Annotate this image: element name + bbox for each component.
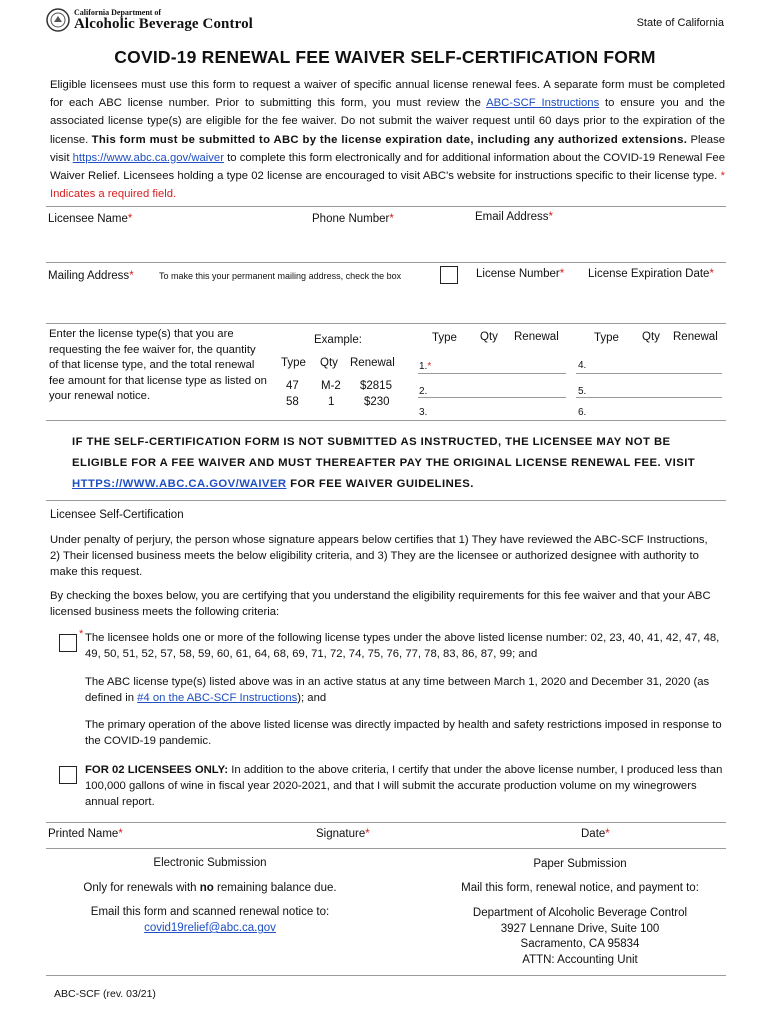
divider (46, 323, 726, 324)
mailing-address-block (420, 906, 740, 968)
example-type-1: 47 (286, 380, 299, 392)
divider (46, 420, 726, 421)
date-label: Date* (581, 828, 610, 840)
electronic-submission-heading: Electronic Submission (153, 857, 267, 869)
license-number-field[interactable] (473, 286, 583, 318)
mailing-address-field[interactable] (46, 286, 466, 318)
paper-instructions: Mail this form, renewal notice, and payment to: (461, 882, 699, 894)
criterion-covid-impact: The primary operation of the above listed license was directly impacted by health and safety restrictions imposed in response to the COVID-19 pandemic. (85, 719, 722, 748)
address-line: Department of Alcoholic Beverage Control (472, 907, 688, 919)
state-seal-icon (46, 8, 70, 32)
address-line: ATTN: Accounting Unit (522, 953, 638, 966)
row-number-3: 3. (419, 407, 428, 418)
license-row-2[interactable] (418, 397, 566, 398)
col-type-left: Type (432, 332, 457, 344)
col-qty-left: Qty (480, 331, 498, 343)
required-asterisk: * (79, 628, 84, 640)
divider (46, 500, 726, 501)
criterion-license-types: The licensee holds one or more of the following license types under the above listed license number: 02, 23, 40, 41, 42, 47, 48, 49, 50, 51, 52, 57, 58, 59, 60, 61, 64, 68, 69, 71, 72, 74, 75, 76, 77, 78, 83, 86, 87, 99; and (85, 632, 720, 661)
electronic-balance-note: Only for renewals with no remaining balance due. (83, 882, 337, 894)
certification-paragraph-2: By checking the boxes below, you are certifying that you understand the eligibility requirements for this fee waiver and that your ABC licensed business meets the following criteria: (50, 590, 711, 619)
col-type-right: Type (594, 332, 619, 344)
example-label: Example: (314, 334, 362, 346)
paper-submission-heading: Paper Submission (533, 858, 627, 870)
divider (46, 822, 726, 823)
row-number-6: 6. (578, 407, 587, 418)
row-number-2: 2. (419, 386, 428, 397)
example-header-qty: Qty (320, 357, 338, 369)
electronic-email (50, 921, 370, 937)
example-qty-1: M-2 (321, 380, 341, 392)
mailing-address-label: Mailing Address* (48, 270, 134, 282)
permanent-address-note: To make this your permanent mailing address, check the box (159, 271, 402, 281)
logo-line2: Alcoholic Beverage Control (74, 16, 253, 32)
divider (46, 848, 726, 849)
divider (46, 262, 726, 263)
col-renewal-right: Renewal (673, 331, 718, 343)
example-type-2: 58 (286, 396, 299, 408)
abc-scf-instructions-link[interactable]: ABC-SCF Instructions (486, 97, 600, 110)
form-revision: ABC-SCF (rev. 03/21) (54, 988, 156, 1000)
row-number-1: 1.* (419, 361, 432, 372)
divider (46, 975, 726, 976)
waiver-guidelines-link[interactable]: HTTPS://WWW.ABC.CA.GOV/WAIVER (72, 478, 287, 490)
certification-heading: Licensee Self-Certification (50, 509, 184, 521)
criteria-checkbox[interactable] (59, 634, 77, 652)
license-row-4[interactable] (576, 373, 722, 374)
divider (46, 206, 726, 207)
printed-name-label: Printed Name* (48, 828, 123, 840)
phone-number-field[interactable] (310, 228, 470, 258)
intro-paragraph: Eligible licensees must use this form to request a waiver of specific annual license renewal fees. A separate form must be completed for each ABC license number. Prior to submitting this form, you must review the ABC-SCF Instructions to ensure you and the associated license type(s) are eligible for the fee waiver. Do not submit the waiver request until 60 days prior to the expiration of the license. This form must be submitted to ABC by the license expiration date, including any authorized extensions. Please visit https://www.abc.ca.gov/waiver to complete this form electronically and for additional information about the COVID-19 Renewal Fee Waiver Relief. Licensees holding a type 02 license are encouraged to visit ABC's website for instructions specific to their license type. * Indicates a required field. (50, 79, 725, 201)
license-expiration-label: License Expiration Date* (588, 268, 714, 280)
example-header-renewal: Renewal (350, 357, 395, 369)
row-number-5: 5. (578, 386, 587, 397)
license-number-label: License Number* (476, 268, 565, 280)
example-header-type: Type (281, 357, 306, 369)
email-address-label: Email Address* (475, 211, 553, 223)
address-line: 3927 Lennane Drive, Suite 100 (500, 922, 660, 935)
warning-notice: IF THE SELF-CERTIFICATION FORM IS NOT SUBMITTED AS INSTRUCTED, THE LICENSEE MAY NOT BE ELIGIBLE FOR A FEE WAIVER AND MUST THEREAFTER PAY THE ORIGINAL LICENSE RENEWAL FEE. VISIT HTTPS://WWW.ABC.CA.GOV/WAIVER FOR FEE WAIVER GUIDELINES. (72, 436, 696, 490)
address-line: Sacramento, CA 95834 (520, 938, 640, 950)
col-qty-right: Qty (642, 331, 660, 343)
licensee-name-label: Licensee Name* (48, 213, 133, 225)
abc-logo (46, 6, 256, 34)
licensee-name-field[interactable] (46, 228, 304, 258)
relief-email-link[interactable]: covid19relief@abc.ca.gov (144, 922, 276, 934)
permanent-address-checkbox[interactable] (440, 266, 458, 284)
electronic-instructions: Email this form and scanned renewal notice to: (90, 906, 330, 918)
criterion-type-02: FOR 02 LICENSEES ONLY: In addition to the above criteria, I certify that under the above license number, I produced less than 100,000 gallons of wine in fiscal year 2020-2021, and that I will submit the accurate production volume on my winegrowers annual report. (85, 764, 723, 809)
signature-label: Signature* (316, 828, 370, 840)
state-label: State of California (636, 17, 724, 29)
example-qty-2: 1 (328, 396, 335, 408)
required-note: * Indicates a required field. (50, 170, 725, 201)
certification-paragraph-1: Under penalty of perjury, the person whose signature appears below certifies that 1) They have reviewed the ABC-SCF Instructions, 2) Their licensed business meets the below eligibility criteria, and 3) They are the licensee or authorized designee with authority to make this request. (50, 534, 708, 579)
example-renewal-2: $230 (364, 396, 390, 408)
row-number-4: 4. (578, 360, 587, 371)
logo-line1: California Department of (74, 8, 162, 17)
instructions-item-4-link[interactable]: #4 on the ABC-SCF Instructions (137, 692, 298, 705)
deadline-notice: This form must be submitted to ABC by the license expiration date, including any authorized extensions. (91, 133, 688, 146)
col-renewal-left: Renewal (514, 331, 559, 343)
waiver-url-link[interactable]: https://www.abc.ca.gov/waiver (72, 151, 224, 164)
example-renewal-1: $2815 (360, 380, 392, 392)
type-02-checkbox[interactable] (59, 766, 77, 784)
license-row-5[interactable] (576, 397, 722, 398)
license-type-instructions: Enter the license type(s) that you are requesting the fee waiver for, the quantity of that license type, and the total renewal fee amount for that license type as listed on your renewal notice. (49, 328, 267, 402)
license-row-1[interactable] (418, 373, 566, 374)
criterion-active-status: The ABC license type(s) listed above was in an active status at any time between March 1, 2020 and December 31, 2020 (as defined in #4 on the ABC-SCF Instructions); and (85, 676, 710, 705)
email-address-field[interactable] (473, 228, 726, 258)
form-title: COVID-19 RENEWAL FEE WAIVER SELF-CERTIFICATION FORM (114, 47, 656, 67)
license-expiration-field[interactable] (588, 286, 726, 318)
phone-number-label: Phone Number* (312, 213, 394, 225)
